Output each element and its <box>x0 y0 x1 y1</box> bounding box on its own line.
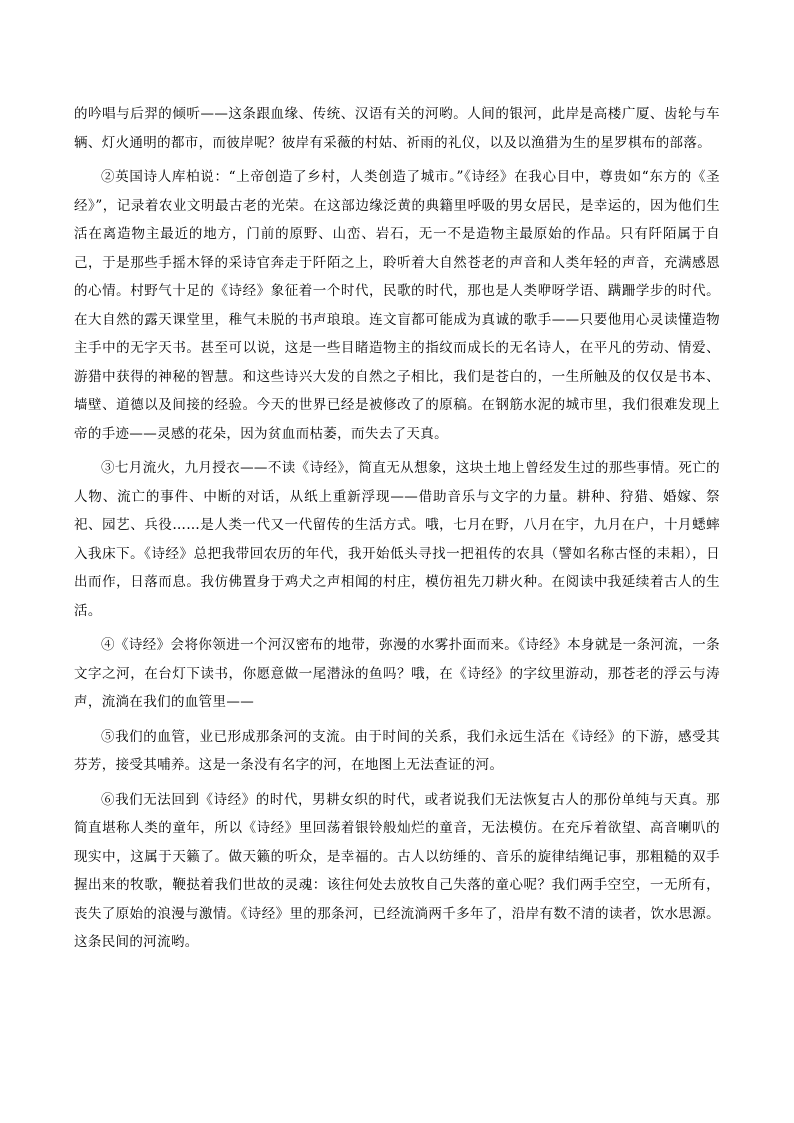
paragraph-3: ③七月流火，九月授衣——不读《诗经》，简直无从想象，这块土地上曾经发生过的那些事情。死亡的人物、流亡的事件、中断的对话，从纸上重新浮现——借助音乐与文字的力量。耕种、狩猎、婚嫁、祭祀、园艺、兵役……是人类一代又一代留传的生活方式。哦，七月在野，八月在宇，九月在户，十月蟋蟀入我床下。《诗经》总把我带回农历的年代，我开始低头寻找一把祖传的农具（譬如名称古怪的耒耜），日出而作，日落而息。我仿佛置身于鸡犬之声相闻的村庄，模仿祖先刀耕火种。在阅读中我延续着古人的生活。 <box>74 460 720 619</box>
paragraph-6: ⑥我们无法回到《诗经》的时代，男耕女织的时代，或者说我们无法恢复古人的那份单纯与天真。那简直堪称人类的童年，所以《诗经》里回荡着银铃般灿烂的童音，无法模仿。在充斥着欲望、高音喇叭的现实中，这属于天籁了。做天籁的听众，是幸福的。古人以纺缍的、音乐的旋律结绳记事，那粗糙的双手握出来的牧歌，鞭挞着我们世故的灵魂：该往何处去放牧自己失落的童心呢？我们两手空空，一无所有，丧失了原始的浪漫与激情。《诗经》里的那条河，已经流淌两千多年了，沿岸有数不清的读者，饮水思源。这条民间的河流哟。 <box>74 791 720 950</box>
paragraph-2: ②英国诗人库柏说：“上帝创造了乡村，人类创造了城市。”《诗经》在我心目中，尊贵如“东方的《圣经》”，记录着农业文明最古老的光荣。在这部边缘泛黄的典籍里呼吸的男女居民，是幸运的，因为他们生活在离造物主最近的地方，门前的原野、山峦、岩石，无一不是造物主最原始的作品。只有阡陌属于自己，于是那些手摇木铎的采诗官奔走于阡陌之上，聆听着大自然苍老的声音和人类年轻的声音，充满感恩的心情。村野气十足的《诗经》象征着一个时代，民歌的时代，那也是人类咿呀学语、蹒跚学步的时代。在大自然的露天课堂里，稚气未脱的书声琅琅。连文盲都可能成为真诚的歌手——只要他用心灵读懂造物主手中的无字天书。甚至可以说，这是一些目睹造物主的指纹而成长的无名诗人，在平凡的劳动、情爱、游猎中获得的神秘的智慧。和这些诗兴大发的自然之子相比，我们是苍白的，一生所触及的仅仅是书本、墙壁、道德以及间接的经验。今天的世界已经是被修改了的原稿。在钢筋水泥的城市里，我们很难发现上帝的手迹——灵感的花朵，因为贫血而枯萎，而失去了天真。 <box>74 169 720 442</box>
paragraph-5: ⑤我们的血管，业已形成那条河的支流。由于时间的关系，我们永远生活在《诗经》的下游，感受其芬芳，接受其哺养。这是一条没有名字的河，在地图上无法查证的河。 <box>74 728 720 773</box>
essay-body <box>74 100 720 963</box>
paragraph-4: ④《诗经》会将你领进一个河汉密布的地带，弥漫的水雾扑面而来。《诗经》本身就是一条河流，一条文字之河，在台灯下读书，你愿意做一尾潜泳的鱼吗？哦，在《诗经》的字纹里游动，那苍老的浮云与涛声，流淌在我们的血管里—— <box>74 637 720 710</box>
paragraph-1: 的吟唱与后羿的倾听——这条跟血缘、传统、汉语有关的河哟。人间的银河，此岸是高楼广厦、齿轮与车辆、灯火通明的都市，而彼岸呢？彼岸有采薇的村姑、祈雨的礼仪，以及以渔猎为生的星罗棋布的部落。 <box>74 106 720 151</box>
